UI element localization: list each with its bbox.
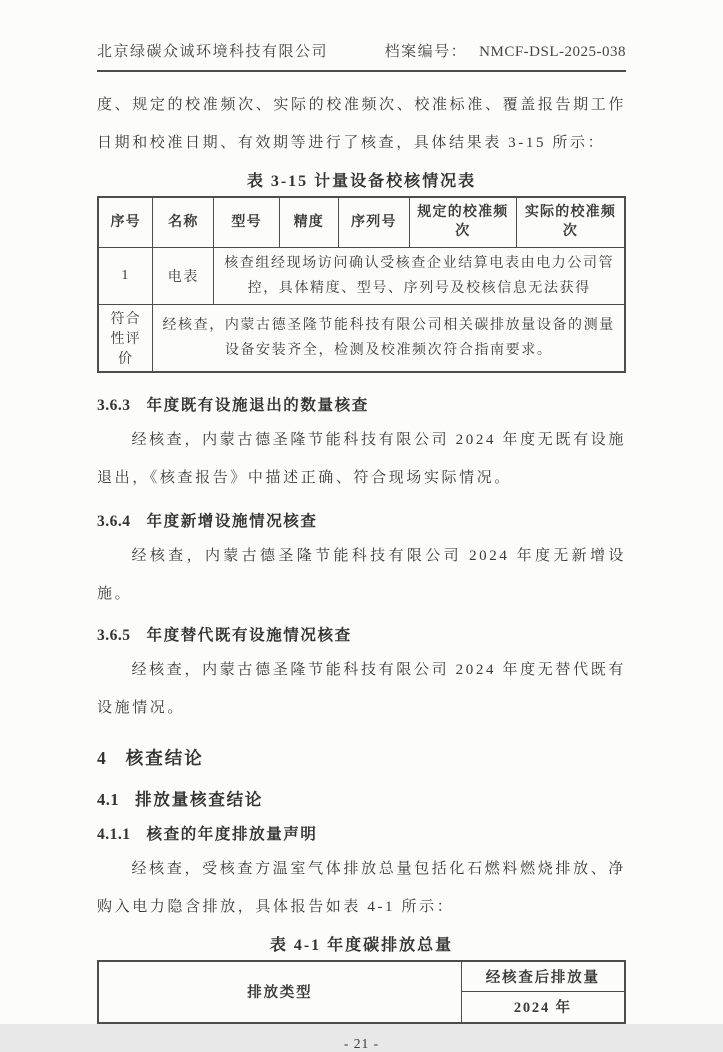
heading-text: 年度既有设施退出的数量核查 [146, 396, 369, 414]
section-heading-4 [97, 745, 626, 770]
heading-number: 3.6.5 [97, 626, 131, 644]
paragraph-3-6-4: 经核查，内蒙古德圣隆节能科技有限公司 2024 年度无新增设施。 [97, 547, 626, 602]
cell-year-2024: 2024 年 [461, 992, 625, 1023]
table-row-conformity [98, 304, 625, 372]
section-heading-3-6-5 [97, 623, 626, 645]
heading-text: 核查结论 [125, 747, 204, 768]
heading-number: 4.1.1 [97, 825, 131, 843]
section-heading-3-6-4 [97, 509, 626, 531]
paragraph-4-1-1: 经核查，受核查方温室气体排放总量包括化石燃料燃烧排放、净购入电力隐含排放，具体报告如表 4-1 所示： [97, 860, 626, 915]
page-number: - 21 - [343, 1035, 380, 1051]
cell-name-meter: 电表 [153, 247, 214, 304]
heading-text: 年度替代既有设施情况核查 [146, 626, 352, 644]
section-heading-4-1 [97, 786, 626, 810]
file-number-label: 档案编号： [384, 44, 468, 60]
page-header [97, 40, 626, 72]
col-header-seq: 序号 [98, 197, 153, 247]
heading-text: 排放量核查结论 [135, 789, 264, 809]
heading-number: 4 [97, 747, 108, 768]
heading-number: 3.6.4 [97, 512, 131, 530]
col-header-actual-freq: 实际的校准频次 [516, 197, 625, 247]
col-header-name: 名称 [153, 197, 214, 247]
heading-text: 年度新增设施情况核查 [146, 512, 318, 530]
paragraph-3-6-3: 经核查，内蒙古德圣隆节能科技有限公司 2024 年度无既有设施退出，《核查报告》中描述正确、符合现场实际情况。 [97, 431, 626, 486]
heading-text: 核查的年度排放量声明 [146, 825, 318, 843]
cell-conformity-label: 符合性评价 [98, 304, 153, 372]
section-heading-4-1-1 [97, 822, 626, 844]
cell-emission-type: 排放类型 [98, 961, 461, 1023]
col-header-required-freq: 规定的校准频次 [409, 197, 516, 247]
cell-conformity-note: 经核查，内蒙古德圣隆节能科技有限公司相关碳排放量设备的测量设备安装齐全，检测及校准频次符合指南要求。 [153, 304, 625, 372]
col-header-serial: 序列号 [338, 197, 409, 247]
cell-seq-1: 1 [98, 247, 153, 304]
heading-number: 4.1 [97, 789, 120, 809]
header-file-number [385, 40, 626, 61]
section-heading-3-6-3 [97, 393, 626, 415]
cell-meter-note: 核查组经现场访问确认受核查企业结算电表由电力公司管控，具体精度、型号、序列号及校核信息无法获得 [214, 247, 625, 304]
table-3-15 [97, 196, 626, 373]
header-company-name: 北京绿碳众诚环境科技有限公司 [97, 44, 329, 60]
file-number-value: NMCF-DSL-2025-038 [479, 44, 626, 60]
table-4-1-row-top [98, 961, 625, 992]
paragraph-3-6-5: 经核查，内蒙古德圣隆节能科技有限公司 2024 年度无替代既有设施情况。 [97, 661, 626, 716]
col-header-precision: 精度 [279, 197, 338, 247]
cell-verified-emissions: 经核查后排放量 [461, 961, 625, 992]
col-header-model: 型号 [214, 197, 279, 247]
table-row-meter [98, 247, 625, 304]
paragraph-calibration-check: 度、规定的校准频次、实际的校准频次、校准标准、覆盖报告期工作日期和校准日期、有效期等进行了核查，具体结果表 3-15 所示： [97, 97, 626, 151]
table-3-15-header-row [98, 197, 625, 247]
table-4-1-title: 表 4-1 年度碳排放总量 [269, 936, 454, 954]
table-3-15-title: 表 3-15 计量设备校核情况表 [246, 173, 477, 190]
heading-number: 3.6.3 [97, 396, 131, 414]
table-4-1 [97, 960, 626, 1024]
